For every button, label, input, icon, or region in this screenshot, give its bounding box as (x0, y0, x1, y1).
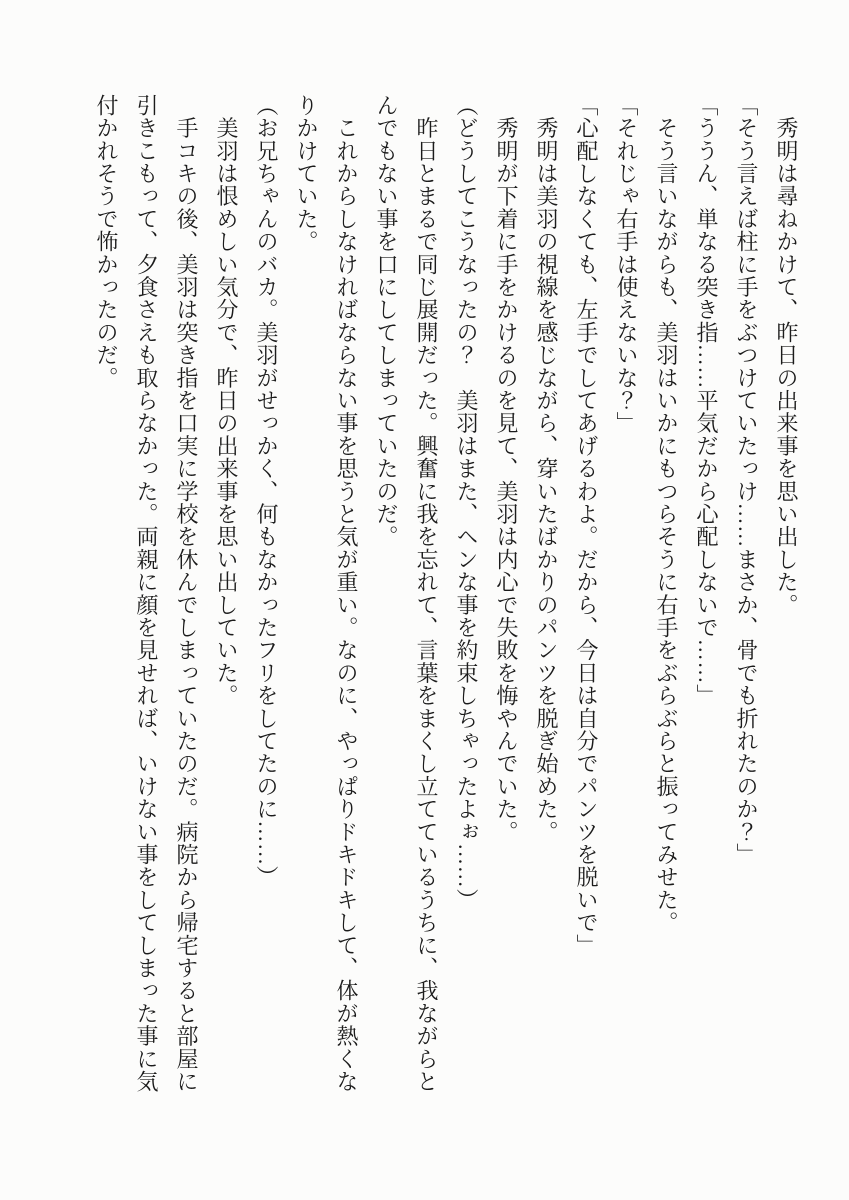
text-body (86, 94, 806, 1099)
thought-paragraph: （どうしてこうなったの？ 美羽はまた、ヘンな事を約束しちゃったよぉ……） (454, 94, 479, 912)
dialogue-paragraph: 「それじゃ右手は使えないな？」 (614, 94, 639, 435)
narration-paragraph: 秀明が下着に手をかけるのを見て、美羽は内心で失敗を悔やんでいた。 (494, 94, 519, 844)
narration-paragraph: 秀明は尋ねかけて、昨日の出来事を思い出した。 (774, 94, 799, 617)
narration-paragraph: 秀明は美羽の視線を感じながら、穿いたばかりのパンツを脱ぎ始めた。 (534, 94, 559, 844)
narration-paragraph: 昨日とまるで同じ展開だった。興奮に我を忘れて、言葉をまくし立てているうちに、我ながらとんでもない事を口にしてしまっていたのだ。 (374, 94, 439, 1093)
thought-paragraph: （お兄ちゃんのバカ。美羽がせっかく、何もなかったフリをしてたのに……） (254, 94, 279, 889)
narration-paragraph: これからしなければならない事を思うと気が重い。なのに、やっぱりドキドキして、体が熱くなりかけていた。 (294, 94, 359, 1093)
narration-paragraph: 美羽は恨めしい気分で、昨日の出来事を思い出していた。 (214, 94, 239, 707)
narration-paragraph: 手コキの後、美羽は突き指を口実に学校を休んでしまっていたのだ。病院から帰宅すると部屋に引きこもって、夕食さえも取らなかった。両親に顔を見せれば、いけない事をしてしまった事に気付かれそうで怖かったのだ。 (94, 94, 199, 1093)
dialogue-paragraph: 「心配しなくても、左手でしてあげるわよ。だから、今日は自分でパンツを脱いで」 (574, 94, 599, 957)
dialogue-paragraph: 「そう言えば柱に手をぶつけていたっけ……まさか、骨でも折れたのか？」 (734, 94, 759, 866)
dialogue-paragraph: 「ううん、単なる突き指……平気だから心配しないで……」 (694, 94, 719, 707)
narration-paragraph: そう言いながらも、美羽はいかにもつらそうに右手をぶらぶらと振ってみせた。 (654, 94, 679, 934)
